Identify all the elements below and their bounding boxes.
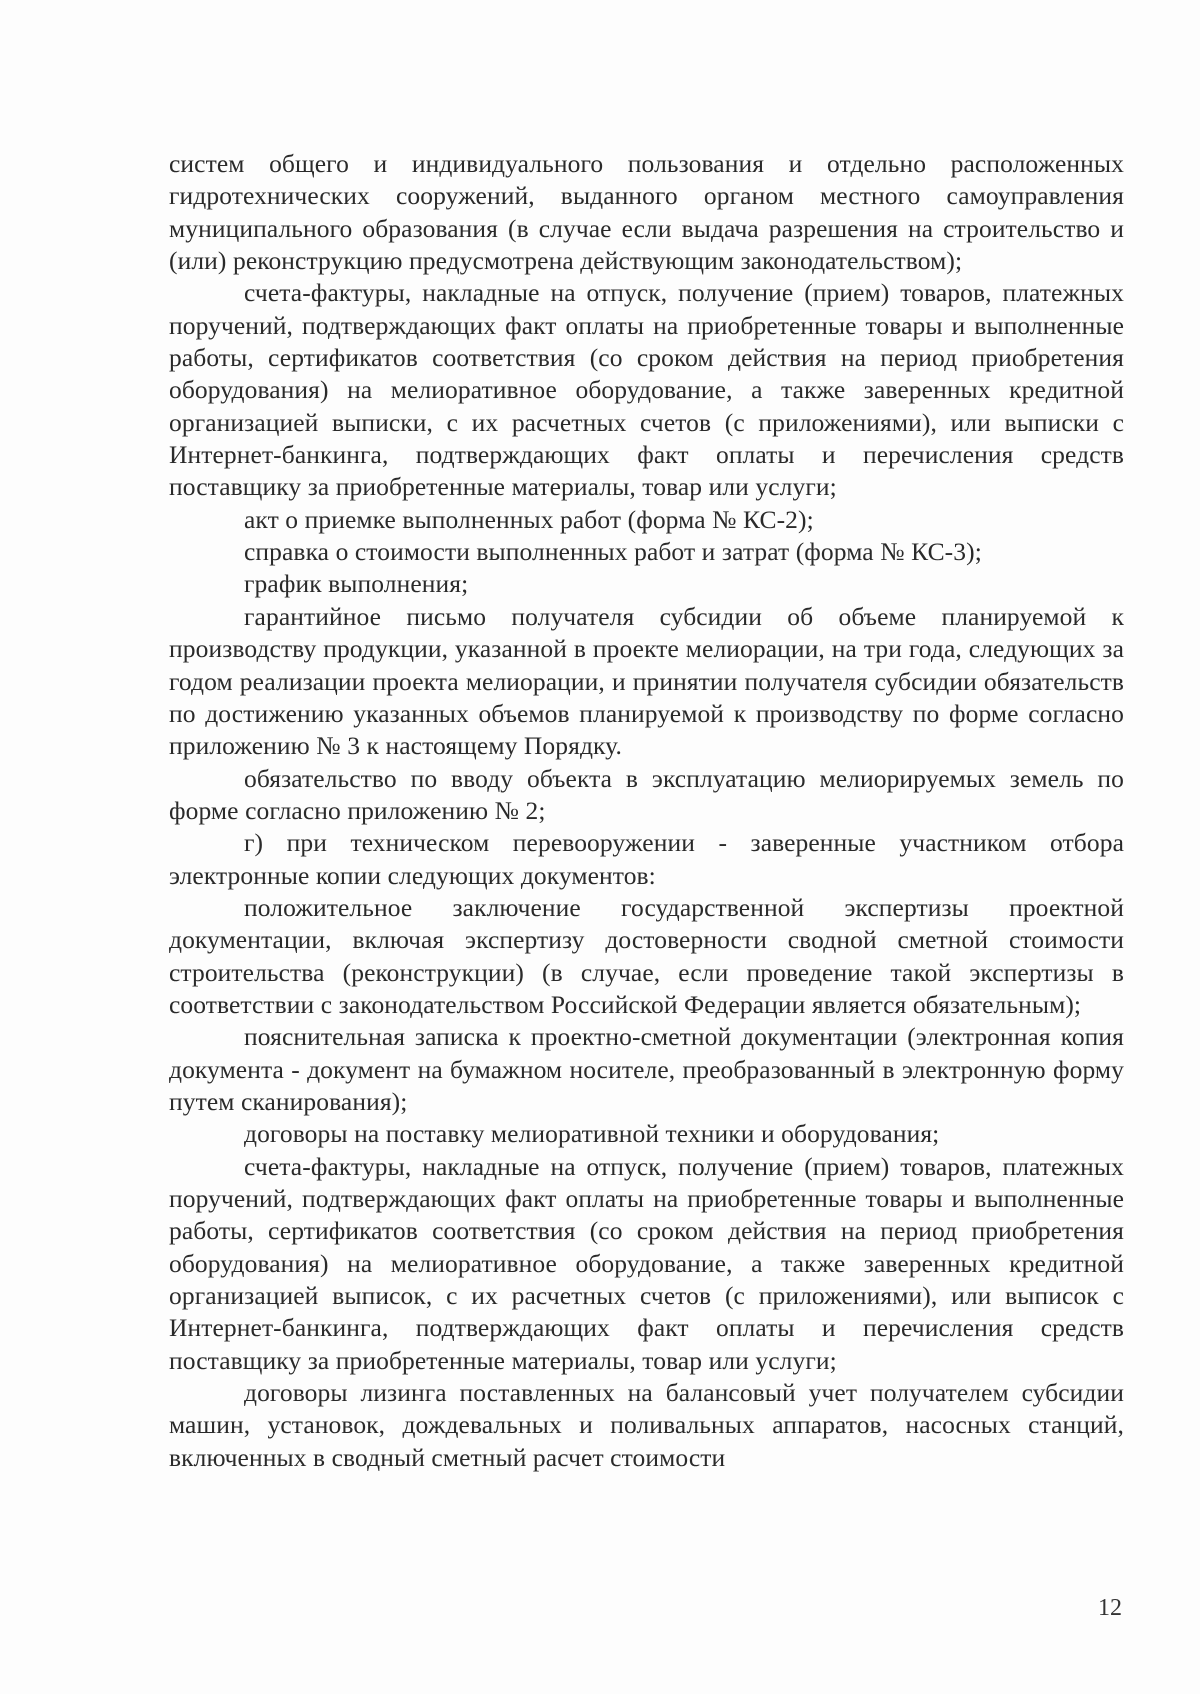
paragraph-state-expertise: положительное заключение государственной экспертизы проектной документации, включая экспертизу достоверности сводной сметной стоимости строительства (реконструкции) (в случае, если проведение такой экспертизы в соответствии с законодательством Российской Федерации является обязательным);	[169, 892, 1124, 1019]
paragraph-schedule: график выполнения;	[244, 569, 469, 599]
paragraph-ks2-act: акт о приемке выполненных работ (форма № КС-2);	[244, 504, 814, 534]
paragraph-guarantee-letter: гарантийное письмо получателя субсидии об объеме планируемой к производству продукции, указанной в проекте мелиорации, на три года, следующих за годом реализации проекта мелиорации, и принятии получателя субсидии обязательств по достижению указанных объемов планируемой к производству по форме согласно приложению № 3 к настоящему Порядку.	[169, 601, 1124, 761]
page-number: 12	[1098, 1595, 1122, 1621]
paragraph-leasing-contracts: договоры лизинга поставленных на балансовый учет получателем субсидии машин, установок, дождевальных и поливальных аппаратов, насосных станций, включенных в сводный сметный расчет стоимости	[169, 1378, 1124, 1472]
paragraph-ks3-certificate: справка о стоимости выполненных работ и затрат (форма № КС-3);	[244, 537, 982, 567]
document-body	[169, 148, 1124, 1474]
paragraph-invoices-second: счета-фактуры, накладные на отпуск, получение (прием) товаров, платежных поручений, подтверждающих факт оплаты на приобретенные товары и выполненные работы, сертификатов соответствия (со сроком действия на период приобретения оборудования) на мелиоративное оборудование, а также заверенных кредитной организацией выписок, с их расчетных счетов (с приложениями), или выписок с Интернет-банкинга, подтверждающих факт оплаты и перечисления средств поставщику за приобретенные материалы, товар или услуги;	[169, 1151, 1124, 1375]
paragraph-explanatory-note: пояснительная записка к проектно-сметной документации (электронная копия документа - документ на бумажном носителе, преобразованный в электронную форму путем сканирования);	[169, 1022, 1124, 1116]
paragraph-invoices: счета-фактуры, накладные на отпуск, получение (прием) товаров, платежных поручений, подтверждающих факт оплаты на приобретенные товары и выполненные работы, сертификатов соответствия (со сроком действия на период приобретения оборудования) на мелиоративное оборудование, а также заверенных кредитной организацией выписки, с их расчетных счетов (с приложениями), или выписки с Интернет-банкинга, подтверждающих факт оплаты и перечисления средств поставщику за приобретенные материалы, товар или услуги;	[169, 278, 1124, 502]
paragraph-section-g: г) при техническом перевооружении - заверенные участником отбора электронные копии следующих документов:	[169, 828, 1124, 890]
paragraph-supply-contracts: договоры на поставку мелиоративной техники и оборудования;	[244, 1119, 940, 1149]
paragraph-continuation: систем общего и индивидуального пользования и отдельно расположенных гидротехнических сооружений, выданного органом местного самоуправления муниципального образования (в случае если выдача разрешения на строительство и (или) реконструкцию предусмотрена действующим законодательством);	[169, 149, 1124, 276]
paragraph-commissioning-obligation: обязательство по вводу объекта в эксплуатацию мелиорируемых земель по форме согласно приложению № 2;	[169, 763, 1124, 825]
